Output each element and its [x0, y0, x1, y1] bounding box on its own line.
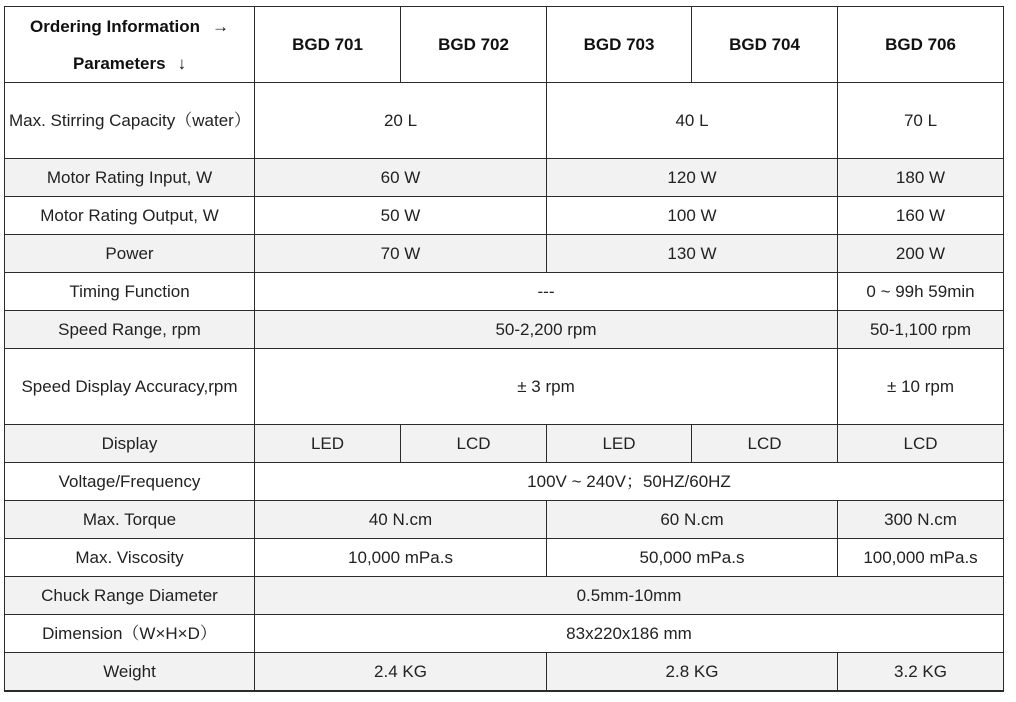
- empty-cell: [838, 691, 1004, 692]
- param-label: Timing Function: [5, 273, 255, 311]
- param-label: Max. Viscosity: [5, 539, 255, 577]
- table-row: [5, 501, 1004, 539]
- value-cell: 180 W: [838, 159, 1004, 197]
- table-row-partial: [5, 691, 1004, 692]
- value-cell: 0 ~ 99h 59min: [838, 273, 1004, 311]
- value-cell: LCD: [838, 425, 1004, 463]
- model-header: BGD 701: [255, 7, 401, 83]
- table-row: [5, 235, 1004, 273]
- param-label: Display: [5, 425, 255, 463]
- param-label: Weight: [5, 653, 255, 691]
- value-cell: 50-1,100 rpm: [838, 311, 1004, 349]
- value-cell: 60 N.cm: [547, 501, 838, 539]
- empty-cell: [547, 691, 838, 692]
- param-label: Chuck Range Diameter: [5, 577, 255, 615]
- value-cell: 100 W: [547, 197, 838, 235]
- param-label: Max. Stirring Capacity（water）: [5, 83, 255, 159]
- model-header: BGD 702: [401, 7, 547, 83]
- arrow-down-icon: ↓: [177, 53, 187, 73]
- value-cell: 50,000 mPa.s: [547, 539, 838, 577]
- value-cell: 120 W: [547, 159, 838, 197]
- param-label: Motor Rating Output, W: [5, 197, 255, 235]
- arrow-right-icon: →: [212, 16, 229, 36]
- table-row: [5, 273, 1004, 311]
- param-label: Voltage/Frequency: [5, 463, 255, 501]
- value-cell: LED: [255, 425, 401, 463]
- value-cell: LCD: [692, 425, 838, 463]
- table-row: [5, 463, 1004, 501]
- spec-table: [4, 6, 1004, 692]
- model-header: BGD 706: [838, 7, 1004, 83]
- table-row: [5, 615, 1004, 653]
- param-label: Max. Torque: [5, 501, 255, 539]
- value-cell: 40 L: [547, 83, 838, 159]
- table-row: [5, 83, 1004, 159]
- value-cell: 83x220x186 mm: [255, 615, 1004, 653]
- value-cell: 100V ~ 240V；50HZ/60HZ: [255, 463, 1004, 501]
- header-row: [5, 7, 1004, 83]
- table-row: [5, 349, 1004, 425]
- corner-header-ordering: Ordering Information: [30, 16, 200, 36]
- table-row: [5, 159, 1004, 197]
- table-row: [5, 311, 1004, 349]
- value-cell: LCD: [401, 425, 547, 463]
- value-cell: 2.4 KG: [255, 653, 547, 691]
- table-row: [5, 197, 1004, 235]
- value-cell: 2.8 KG: [547, 653, 838, 691]
- param-label: Speed Range, rpm: [5, 311, 255, 349]
- value-cell: LED: [547, 425, 692, 463]
- value-cell: 300 N.cm: [838, 501, 1004, 539]
- value-cell: 50-2,200 rpm: [255, 311, 838, 349]
- model-header: BGD 704: [692, 7, 838, 83]
- value-cell: 60 W: [255, 159, 547, 197]
- value-cell: ± 10 rpm: [838, 349, 1004, 425]
- corner-header-parameters: Parameters: [72, 53, 166, 73]
- value-cell: 160 W: [838, 197, 1004, 235]
- empty-cell: [255, 691, 547, 692]
- value-cell: 100,000 mPa.s: [838, 539, 1004, 577]
- value-cell: 50 W: [255, 197, 547, 235]
- value-cell: 200 W: [838, 235, 1004, 273]
- table-row: [5, 653, 1004, 691]
- value-cell: 3.2 KG: [838, 653, 1004, 691]
- value-cell: 70 W: [255, 235, 547, 273]
- value-cell: 10,000 mPa.s: [255, 539, 547, 577]
- value-cell: ± 3 rpm: [255, 349, 838, 425]
- value-cell: 20 L: [255, 83, 547, 159]
- param-label: Motor Rating Input, W: [5, 159, 255, 197]
- empty-cell: [5, 691, 255, 692]
- param-label: Power: [5, 235, 255, 273]
- value-cell: 40 N.cm: [255, 501, 547, 539]
- table-row: [5, 577, 1004, 615]
- table-row: [5, 425, 1004, 463]
- param-label: Dimension（W×H×D）: [5, 615, 255, 653]
- value-cell: 130 W: [547, 235, 838, 273]
- value-cell: 70 L: [838, 83, 1004, 159]
- corner-header-cell: [5, 7, 255, 83]
- table-row: [5, 539, 1004, 577]
- value-cell: 0.5mm-10mm: [255, 577, 1004, 615]
- value-cell: ---: [255, 273, 838, 311]
- param-label: Speed Display Accuracy,rpm: [5, 349, 255, 425]
- model-header: BGD 703: [547, 7, 692, 83]
